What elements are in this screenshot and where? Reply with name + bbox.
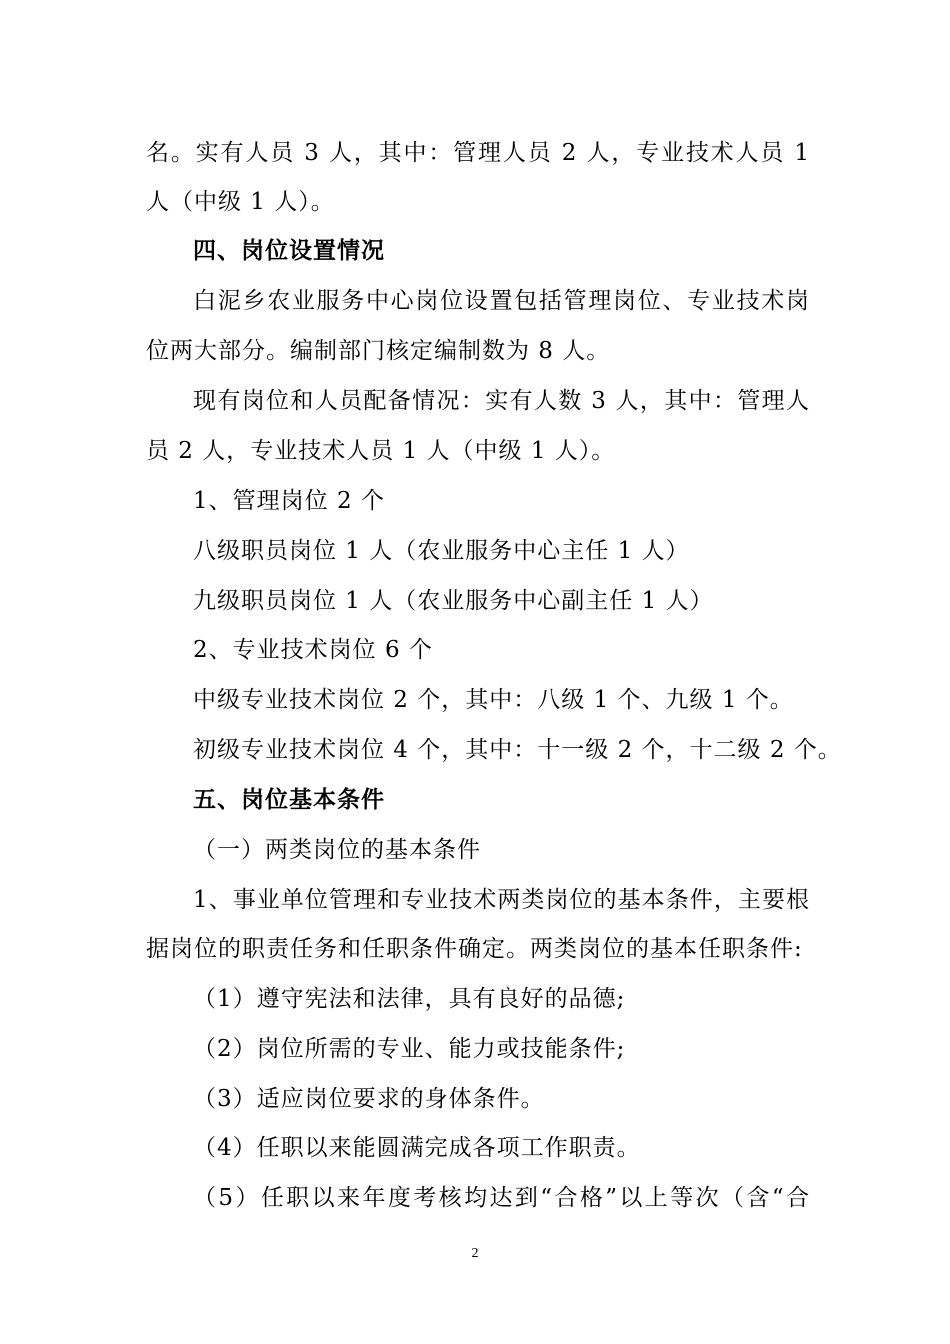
list-item: （4）任职以来能圆满完成各项工作职责。 [193,1135,641,1161]
list-item: （1）遵守宪法和法律，具有良好的品德; [193,986,626,1012]
paragraph-line: 八级职员岗位 1 人（农业服务中心主任 1 人） [193,538,690,564]
section-heading: 四、岗位设置情况 [193,238,385,264]
page-number: 2 [471,1246,479,1261]
list-item: （5）任职以来年度考核均达到“合格”以上等次（含“合 [193,1185,810,1211]
paragraph-line: 位两大部分。编制部门核定编制数为 8 人。 [146,338,611,364]
paragraph-line: 现有岗位和人员配备情况：实有人数 3 人，其中：管理人 [193,388,810,414]
paragraph-line: 中级专业技术岗位 2 个，其中：八级 1 个、九级 1 个。 [193,687,794,713]
paragraph-line: 2、专业技术岗位 6 个 [193,637,433,663]
paragraph-line: 1、管理岗位 2 个 [193,488,385,514]
paragraph-line: 初级专业技术岗位 4 个，其中：十一级 2 个，十二级 2 个。 [193,737,842,763]
list-item: （2）岗位所需的专业、能力或技能条件; [193,1036,626,1062]
paragraph-line: 九级职员岗位 1 人（农业服务中心副主任 1 人） [193,588,714,614]
paragraph-line: 白泥乡农业服务中心岗位设置包括管理岗位、专业技术岗 [193,288,810,314]
list-item: （3）适应岗位要求的身体条件。 [193,1086,545,1112]
paragraph-line: 据岗位的职责任务和任职条件确定。两类岗位的基本任职条件: [146,936,803,962]
subsection-heading: （一）两类岗位的基本条件 [193,837,481,863]
paragraph-line: 1、事业单位管理和专业技术两类岗位的基本条件，主要根 [193,887,810,913]
paragraph-line: 人（中级 1 人）。 [146,189,335,215]
section-heading: 五、岗位基本条件 [193,787,385,813]
paragraph-line: 员 2 人，专业技术人员 1 人（中级 1 人）。 [146,438,616,464]
paragraph-line: 名。实有人员 3 人，其中：管理人员 2 人，专业技术人员 1 [146,140,810,166]
